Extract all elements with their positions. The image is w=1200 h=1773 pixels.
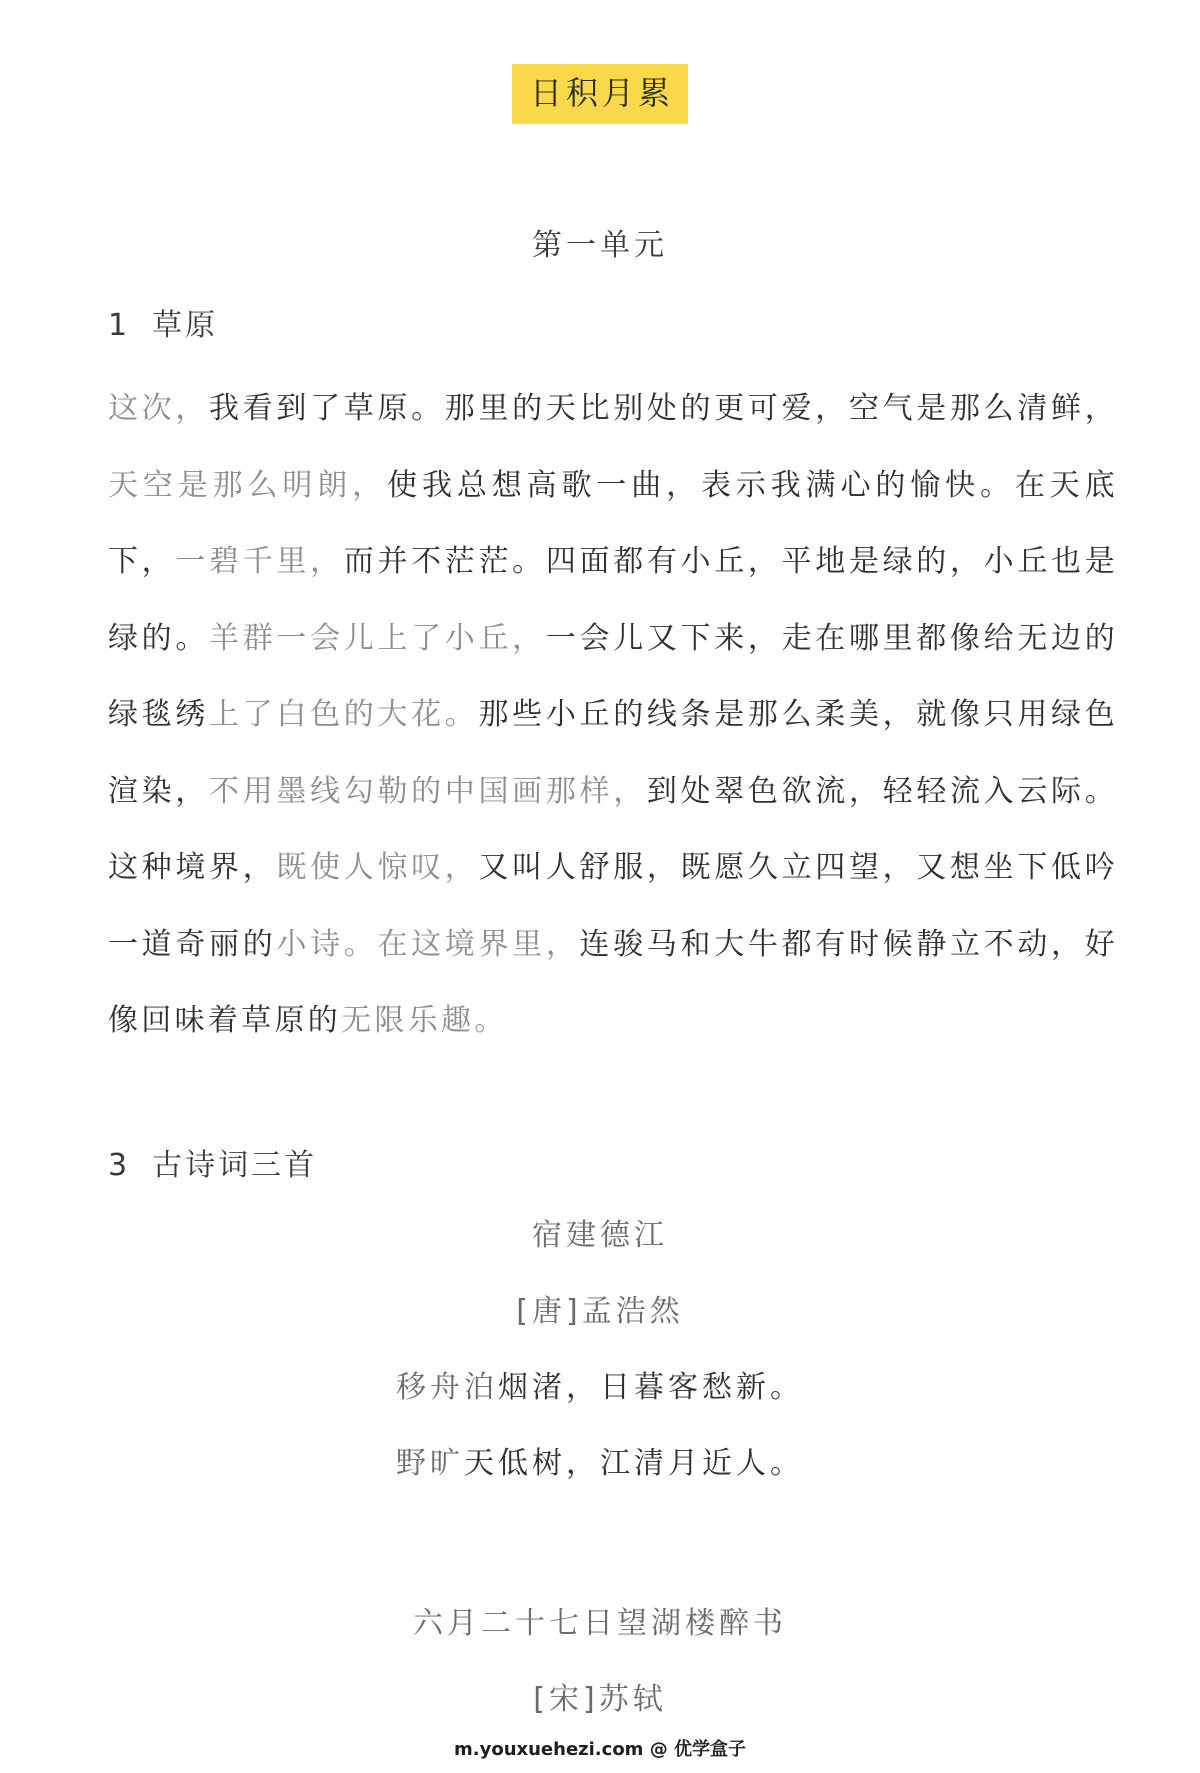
poem-su-jian-de-jiang [0, 1198, 1200, 1502]
paragraph-segment: 连骏马和大牛都有时候静立不动，好像回味着草原的 [108, 926, 1118, 1038]
paragraph-segment: 不用墨线勾勒的中国画那样， [209, 773, 647, 809]
poem-wang-hu-lou [0, 1586, 1200, 1738]
paragraph-segment: 既使人惊叹， [276, 850, 479, 885]
paragraph-segment: 一碧千里， [175, 544, 344, 579]
paragraph-segment: 一会儿又下来，走在哪里都像给无边的绿毯绣 [108, 620, 1119, 732]
paragraph-segment: 而并不茫茫。四面都有小丘，平地是绿的，小丘也是绿的。 [108, 544, 1118, 656]
poem-line-lead: 移舟泊 [396, 1370, 498, 1405]
lesson-number: 3 [108, 1148, 131, 1183]
poem-line-rest: 烟渚，日暮客愁新。 [498, 1370, 804, 1405]
lesson-heading-1 [108, 300, 218, 344]
poem-line-lead: 野旷 [396, 1446, 464, 1481]
paragraph-segment: 这次， [108, 391, 210, 426]
paragraph-segment: 无限乐趣。 [341, 1003, 508, 1038]
lesson-name: 草原 [152, 308, 219, 343]
poem-title: 六月二十七日望湖楼醉书 [413, 1606, 787, 1641]
paragraph-segment: 那些小丘的线条是那么柔美，就像只用绿色渲染， [108, 697, 1119, 809]
page-title: 日积月累 [512, 64, 688, 124]
paragraph-segment: 天空是那么明朗， [108, 467, 388, 503]
unit-heading: 第一单元 [532, 228, 668, 263]
poem-title: 宿建德江 [532, 1218, 668, 1253]
poem-line [0, 1350, 1200, 1426]
lesson-heading-3 [108, 1140, 317, 1184]
poem-author: [宋]苏轼 [533, 1682, 667, 1717]
title-wrap [0, 64, 1200, 124]
lesson-name: 古诗词三首 [152, 1148, 318, 1183]
watermark: m.youxuehezi.com @ 优学盒子 [454, 1739, 746, 1760]
paragraph-segment: 到处翠色欲流，轻轻流入云际。这种境界， [108, 773, 1118, 885]
paragraph-segment: 使我总想高歌一曲，表示我满心的愉快。在天底下， [108, 467, 1118, 579]
lesson-1-paragraph [108, 371, 1118, 1060]
paragraph-segment: 又叫人舒服，既愿久立四望，又想坐下低吟一道奇丽的 [108, 850, 1119, 962]
poem-author: [唐]孟浩然 [516, 1294, 684, 1329]
paragraph-segment: 羊群一会儿上了小丘， [209, 620, 546, 656]
paragraph-segment: 小诗。在这境界里， [276, 926, 580, 962]
lesson-number: 1 [108, 308, 131, 343]
paragraph-segment: 我看到了草原。那里的天比别处的更可爱，空气是那么清鲜， [209, 391, 1118, 426]
poem-line-rest: 天低树，江清月近人。 [464, 1446, 804, 1481]
paragraph-segment: 上了白色的大花。 [209, 697, 479, 732]
poem-line [0, 1426, 1200, 1502]
